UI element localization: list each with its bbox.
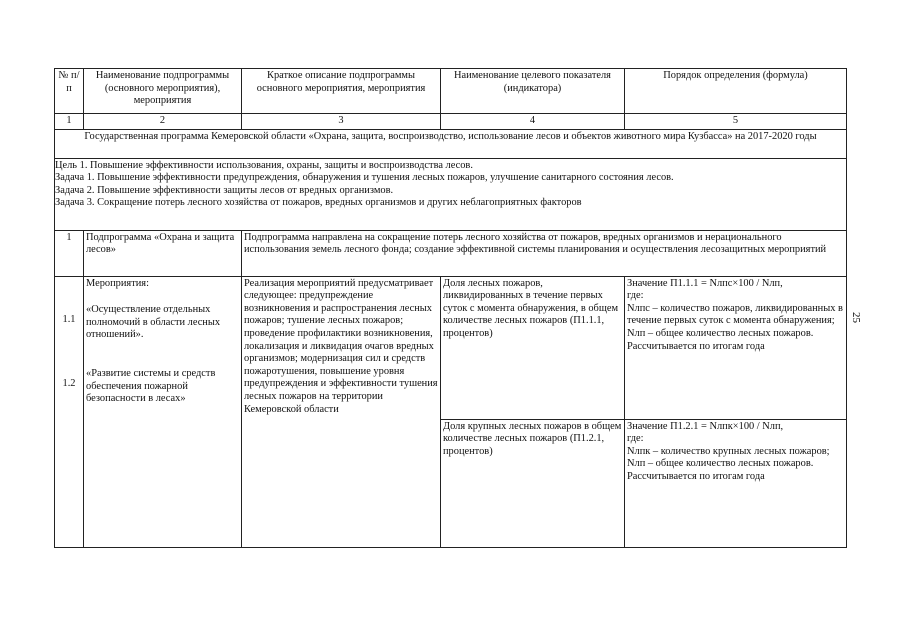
formula-line: где: (627, 290, 644, 302)
measure-number: 1.1 (62, 313, 76, 325)
task-line: Задача 3. Сокращение потерь лесного хозяйства от пожаров, вредных организмов и других неблагоприятных факторов (55, 197, 582, 209)
subprogram-description: Подпрограмма направлена на сокращение потерь лесного хозяйства от пожаров, вредных организмов и нерационального использования земель лесного фонда; создание эффективной системы планирования и осуществления лесозащитных мероприятий (242, 230, 847, 276)
column-number: 5 (625, 114, 847, 130)
formula-line: Рассчитывается по итогам года (627, 470, 765, 482)
task-line: Задача 1. Повышение эффективности предупреждения, обнаружения и тушения лесных пожаров, улучшение санитарного состояния лесов. (55, 172, 674, 184)
column-numbers-row (55, 114, 847, 130)
column-number: 4 (441, 114, 625, 130)
goal-line: Цель 1. Повышение эффективности использования, охраны, защиты и воспроизводства лесов. (55, 159, 473, 171)
goals-cell (55, 158, 847, 230)
measures-label: Мероприятия: (86, 277, 149, 289)
indicator-2: Доля крупных лесных пожаров в общем количестве лесных пожаров (П1.2.1, процентов) (441, 419, 625, 547)
measure-item: «Развитие системы и средств обеспечения пожарной безопасности в лесах» (86, 367, 216, 405)
column-number: 1 (55, 114, 84, 130)
measure-numbers (55, 276, 84, 547)
formula-line: Значение П1.2.1 = Nлпк×100 / Nлп, (627, 420, 784, 432)
header-number: № п/п (55, 69, 84, 114)
subprogram-row (55, 230, 847, 276)
formula-2 (625, 419, 847, 547)
subprogram-number: 1 (55, 230, 84, 276)
formula-1 (625, 276, 847, 419)
formula-line: Рассчитывается по итогам года (627, 340, 765, 352)
table-header-row (55, 69, 847, 114)
formula-line: Nлпс – количество пожаров, ликвидированных в течение первых суток с момента обнаружения; (627, 302, 843, 327)
column-number: 3 (242, 114, 441, 130)
program-title: Государственная программа Кемеровской области «Охрана, защита, воспроизводство, использование лесов и объектов животного мира Кузбасса» на 2017-2020 годы (55, 129, 847, 158)
goals-row (55, 158, 847, 230)
measure-number: 1.2 (62, 378, 76, 390)
formula-line: где: (627, 433, 644, 445)
header-indicator: Наименование целевого показателя (индикатора) (441, 69, 625, 114)
formula-line: Значение П1.1.1 = Nлпс×100 / Nлп, (627, 277, 783, 289)
measures-row-1 (55, 276, 847, 419)
header-description: Краткое описание подпрограммы основного мероприятия, мероприятия (242, 69, 441, 114)
subprogram-name: Подпрограмма «Охрана и защита лесов» (84, 230, 242, 276)
formula-line: Nлпк – количество крупных лесных пожаров; (627, 445, 830, 457)
indicator-1: Доля лесных пожаров, ликвидированных в течение первых суток с момента обнаружения, в общем количестве лесных пожаров (П1.1.1, процентов) (441, 276, 625, 419)
column-number: 2 (84, 114, 242, 130)
header-name: Наименование подпрограммы (основного мероприятия), мероприятия (84, 69, 242, 114)
measure-names (84, 276, 242, 547)
task-line: Задача 2. Повышение эффективности защиты лесов от вредных организмов. (55, 184, 394, 196)
header-formula: Порядок определения (формула) (625, 69, 847, 114)
indicators-table (54, 68, 847, 548)
measure-description: Реализация мероприятий предусматривает следующее: предупреждение возникновения и распространения лесных пожаров; тушение лесных пожаров; проведение профилактики возникновения, локализация и ликвидация очагов вредных организмов; модернизация сил и средств пожаротушения, повышение уровня предупреждения и эффективности тушения лесных пожаров на территории Кемеровской области (242, 276, 441, 547)
page-number: 25 (850, 312, 862, 323)
formula-line: Nлп – общее количество лесных пожаров. (627, 327, 814, 339)
program-title-row (55, 129, 847, 158)
measure-item: «Осуществление отдельных полномочий в области лесных отношений». (86, 304, 221, 341)
formula-line: Nлп – общее количество лесных пожаров. (627, 458, 814, 470)
